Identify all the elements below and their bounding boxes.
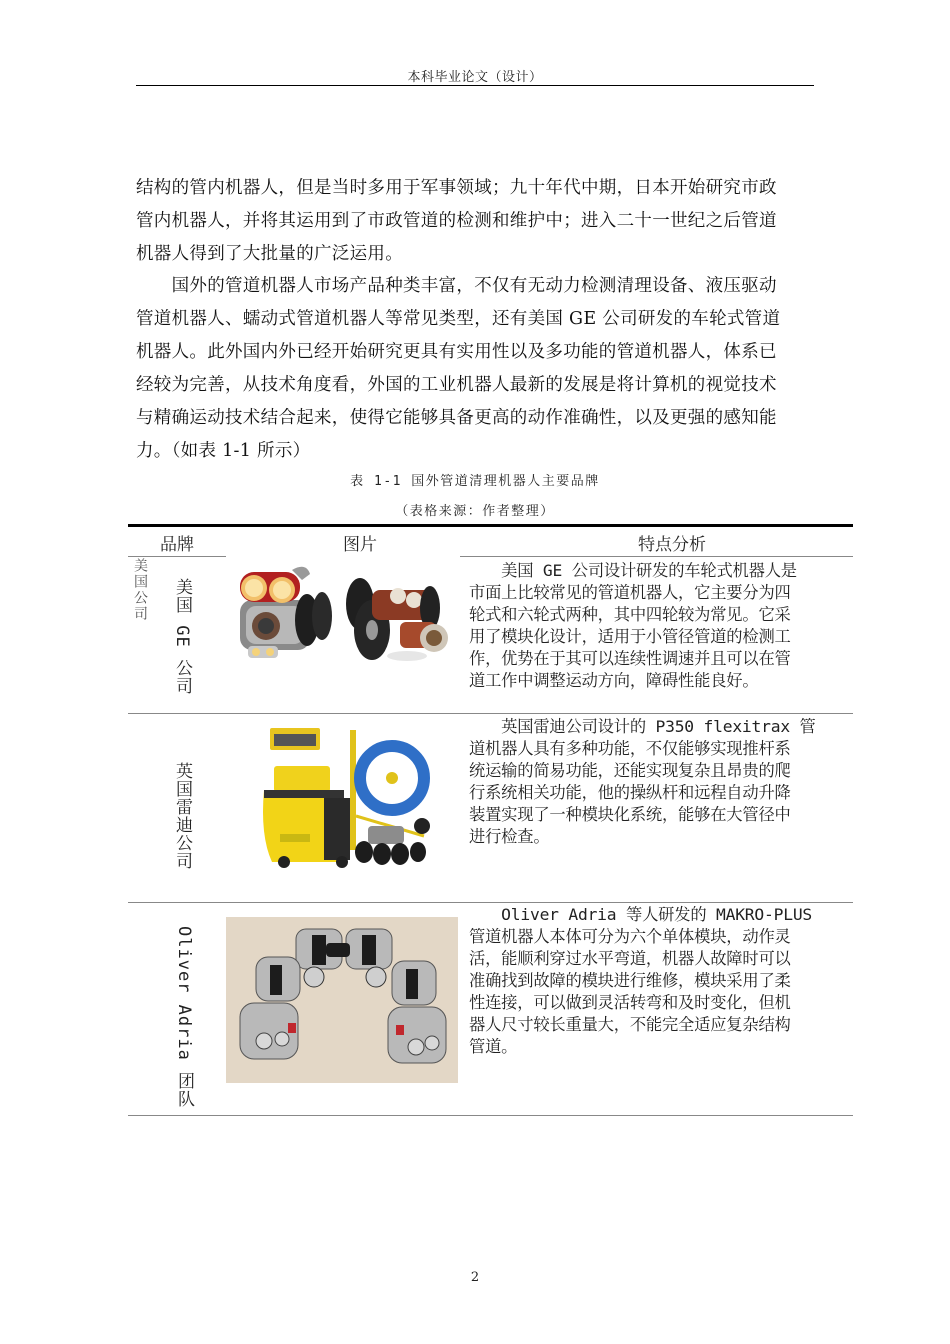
text-line: 行系统相关功能，他的操纵杆和远程自动升降 [469, 783, 791, 802]
text-line: 准确找到故障的模块进行维修，模块采用了柔 [469, 971, 791, 990]
text-line: 轮式和六轮式两种，其中四轮较为常见。它采 [469, 605, 791, 624]
text-line: 器人尺寸较长重量大，不能完全适应复杂结构 [469, 1015, 791, 1034]
text-line: 管道。 [469, 1037, 518, 1056]
text-line: 国外的管道机器人市场产品种类丰富，不仅有无动力检测清理设备、液压驱动 [136, 276, 777, 296]
text-line: 装置实现了一种模块化系统，能够在大管径中 [469, 805, 791, 824]
header-rule-left [128, 556, 226, 557]
text-line: 结构的管内机器人，但是当时多用于军事领域；九十年代中期，日本开始研究市政 [136, 178, 777, 198]
row-description [469, 904, 849, 1058]
paragraph-1 [136, 172, 816, 271]
text-line: 道工作中调整运动方向，障碍性能良好。 [469, 671, 759, 690]
text-line: Oliver Adria 等人研发的 MAKRO-PLUS [469, 905, 813, 924]
table-top-rule [128, 524, 853, 527]
header-image: 图片 [343, 535, 377, 555]
text-line: 与精确运动技术结合起来，使得它能够具备更高的动作准确性，以及更强的感知能 [136, 408, 777, 428]
text-line: 英国雷迪公司设计的 P350 flexitrax 管 [469, 717, 816, 736]
text-line: 管内机器人，并将其运用到了市政管道的检测和维护中；进入二十一世纪之后管道 [136, 211, 777, 231]
text-line: 用了模块化设计，适用于小管径管道的检测工 [469, 627, 791, 646]
header-rule-right [460, 556, 853, 557]
text-line: 市面上比较常见的管道机器人，它主要分为四 [469, 583, 791, 602]
ge-robot-image [222, 560, 462, 672]
text-line: 进行检查。 [469, 827, 550, 846]
text-line: 美国 GE 公司设计研发的车轮式机器人是 [469, 561, 797, 580]
flexitrax-robot-image [250, 726, 430, 868]
row-description [469, 716, 849, 848]
text-line: 机器人。此外国内外已经开始研究更具有实用性以及多功能的管道机器人，体系已 [136, 342, 777, 362]
text-line: 机器人得到了大批量的广泛运用。 [136, 244, 403, 264]
row-rule [128, 713, 853, 714]
brand-name: 美国 GE 公司 [172, 578, 192, 695]
text-line: 性连接，可以做到灵活转弯和及时变化，但机 [469, 993, 791, 1012]
brand-name: Oliver Adria 团队 [174, 926, 194, 1109]
header-analysis: 特点分析 [638, 535, 706, 555]
text-line: 道机器人具有多种功能，不仅能够实现推杆系 [469, 739, 791, 758]
table-source: （表格来源：作者整理） [395, 504, 555, 519]
text-line: 管道机器人、蠕动式管道机器人等常见类型，还有美国 GE 公司研发的车轮式管道 [136, 309, 781, 329]
text-line: 经较为完善，从技术角度看，外国的工业机器人最新的发展是将计算机的视觉技术 [136, 375, 777, 395]
header-brand: 品牌 [160, 535, 194, 555]
brand-ghost-text: 美国公司 [132, 558, 148, 622]
brand-name: 英国雷迪公司 [172, 762, 192, 870]
paragraph-2 [136, 270, 816, 468]
makro-plus-robot-image [226, 917, 458, 1083]
row-rule [128, 902, 853, 903]
row-description [469, 560, 849, 692]
table-bottom-rule [128, 1115, 853, 1116]
text-line: 统运输的简易功能，还能实现复杂且昂贵的爬 [469, 761, 791, 780]
text-line: 管道机器人本体可分为六个单体模块，动作灵 [469, 927, 791, 946]
text-line: 作，优势在于其可以连续性调速并且可以在管 [469, 649, 791, 668]
text-line: 力。（如表 1-1 所示） [136, 441, 311, 461]
table-caption: 表 1-1 国外管道清理机器人主要品牌 [350, 474, 600, 489]
text-line: 活，能顺利穿过水平弯道，机器人故障时可以 [469, 949, 791, 968]
page-number: 2 [470, 1270, 480, 1285]
header-rule [136, 85, 814, 86]
page-header-title: 本科毕业论文（设计） [407, 70, 543, 85]
